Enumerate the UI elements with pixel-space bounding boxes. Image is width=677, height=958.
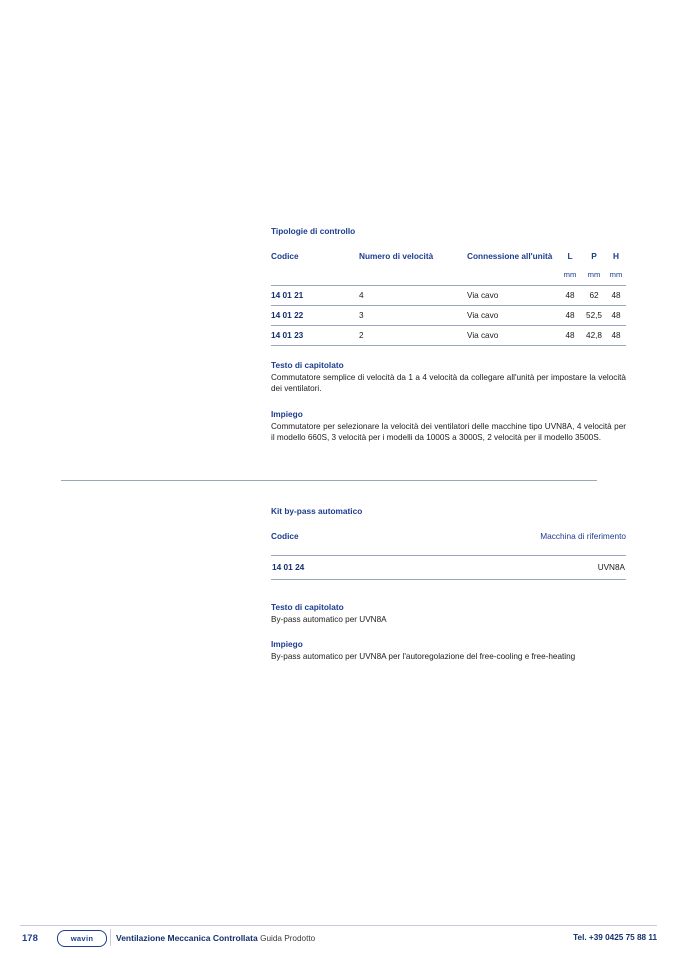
table-header-row: [271, 531, 626, 556]
cell-h: 48: [611, 291, 621, 300]
block-impiego: [271, 409, 626, 444]
block-heading: Testo di capitolato: [271, 360, 344, 370]
cell-codice: 14 01 21: [271, 290, 304, 300]
section-kit-by-pass-automatico: [271, 506, 626, 663]
cell-velocita: 4: [359, 291, 364, 300]
column-header-h: H: [613, 251, 619, 261]
cell-connessione: Via cavo: [467, 291, 499, 300]
block-heading: Testo di capitolato: [271, 602, 344, 612]
cell-connessione: Via cavo: [467, 311, 499, 320]
cell-codice: 14 01 23: [271, 330, 304, 340]
table-units-row: [271, 270, 626, 286]
column-header-codice: Codice: [271, 251, 299, 261]
cell-velocita: 3: [359, 311, 364, 320]
footer-title-group: [116, 933, 315, 943]
wavin-logo: wavin: [57, 930, 107, 947]
cell-l: 48: [565, 331, 575, 340]
cell-codice: 14 01 22: [271, 310, 304, 320]
block-heading: Impiego: [271, 639, 303, 650]
column-header-velocita: Numero di velocità: [359, 251, 434, 261]
cell-h: 48: [611, 331, 621, 340]
table-row: [271, 326, 626, 346]
footer-telephone: Tel. +39 0425 75 88 11: [573, 933, 657, 942]
section-divider: [61, 480, 597, 481]
cell-connessione: Via cavo: [467, 331, 499, 340]
block-text: Commutatore semplice di velocità da 1 a 4 velocità da collegare all'unità per impostare la velocità dei ventilatori.: [271, 373, 626, 394]
table-row: [271, 556, 626, 580]
block-text: Commutatore per selezionare la velocità dei ventilatori delle macchine tipo UVN8A, 4 velocità per il modello 660S, 3 velocità per i modelli da 1000S a 3000S, 2 velocità per il modello 3500S.: [271, 421, 626, 442]
unit-codice: [271, 270, 359, 286]
spec-table-bypass: [271, 531, 626, 580]
column-header-macchina: Macchina di riferimento: [540, 531, 626, 541]
page-footer: [0, 925, 677, 958]
cell-velocita: 2: [359, 331, 364, 340]
unit-velocita: [359, 270, 467, 286]
cell-p: 42,8: [586, 331, 602, 340]
section-tipologie-di-controllo: [271, 226, 626, 443]
table-row: [271, 306, 626, 326]
column-header-connessione: Connessione all'unità: [467, 251, 553, 261]
unit-p: mm: [587, 270, 601, 279]
unit-connessione: [467, 270, 558, 286]
column-header-codice: Codice: [271, 531, 299, 541]
section-title: Tipologie di controllo: [271, 226, 356, 236]
cell-p: 52,5: [586, 311, 602, 320]
cell-l: 48: [565, 291, 575, 300]
cell-l: 48: [565, 311, 575, 320]
block-text: By-pass automatico per UVN8A: [271, 615, 387, 624]
cell-p: 62: [589, 291, 599, 300]
section-title: Kit by-pass automatico: [271, 506, 363, 516]
footer-divider: [20, 925, 657, 926]
cell-codice: 14 01 24: [272, 562, 305, 572]
unit-h: mm: [609, 270, 623, 279]
unit-l: mm: [563, 270, 577, 279]
page-number: 178: [22, 933, 38, 944]
footer-subtitle: Guida Prodotto: [260, 934, 316, 943]
block-heading: Impiego: [271, 408, 303, 419]
block-impiego: [271, 639, 626, 662]
footer-separator: [110, 929, 111, 946]
table-header-row: [271, 251, 626, 270]
footer-title: Ventilazione Meccanica Controllata: [116, 933, 258, 943]
spec-table-controllo: [271, 251, 626, 346]
cell-macchina: UVN8A: [597, 563, 625, 572]
column-header-p: P: [591, 251, 597, 261]
block-text: By-pass automatico per UVN8A per l'autoregolazione del free-cooling e free-heating: [271, 652, 576, 662]
cell-h: 48: [611, 311, 621, 320]
block-testo-capitolato: [271, 360, 626, 395]
column-header-l: L: [567, 251, 573, 261]
table-row: [271, 286, 626, 306]
block-testo-capitolato: [271, 602, 626, 625]
